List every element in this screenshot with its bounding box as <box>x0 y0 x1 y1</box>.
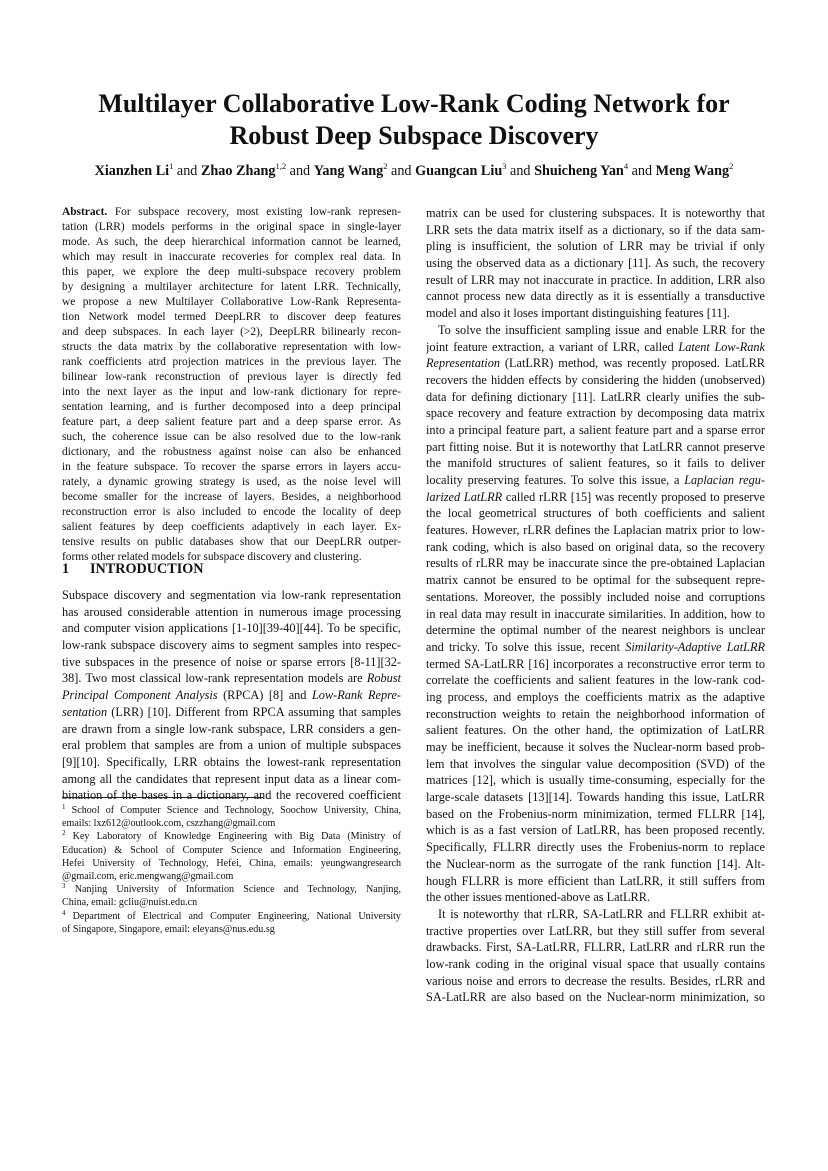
abstract-line: tion Network model termed DeepLRR to discover deep features <box>62 311 401 323</box>
abstract <box>62 205 401 565</box>
intro-line: Principal Component Analysis (RPCA) [8] and Low-Rank Repre- <box>62 688 401 703</box>
abstract-line: forms other related models for subspace discovery and clustering. <box>62 551 362 563</box>
right-column-line: using the observed data as a dictionary [11]. As such, the recovery <box>426 256 765 271</box>
right-column-line: may be inefficient, because it solves the Nuclear-norm based prob- <box>426 740 765 754</box>
right-column-line: drawbacks. First, SA-LatLRR, FLLRR, LatLRR and rLRR run the <box>426 940 765 955</box>
abstract-line: feature part, a deep salient feature part and a deep sparse error. As <box>62 416 401 428</box>
footnote-line: $^4$ Department of Electrical and Computer Engineering, National University <box>62 909 401 922</box>
author-name: Yang Wang <box>313 163 384 179</box>
right-column-line: termed SA-LatLRR [16] incorporates a reconstructive error term to <box>426 656 765 671</box>
right-column-line: various noise and errors to decrease the results. Besides, rLRR and <box>426 973 765 988</box>
right-column-line: pling is insufficient, the solution of LRR may be trivial if only <box>426 239 765 254</box>
right-column-line: matrices [12], which is usually time-consuming, especially for the <box>426 773 765 788</box>
footnote-mark: 2 <box>62 830 66 838</box>
abstract-line: such, the coherence issue can be also resolved due to the low-rank <box>62 431 401 443</box>
emphasis: sentation <box>62 704 108 719</box>
footnote-line: $^1$ School of Computer Science and Technology, Soochow University, China, <box>62 804 401 816</box>
author-name: Meng Wang <box>655 163 730 179</box>
footnote-mark: 4 <box>62 909 66 917</box>
author-affiliation-mark: 1,2 <box>275 161 287 171</box>
intro-line: 38]. Two most classical low-rank representation models are Robust <box>62 671 401 686</box>
right-column-line: into a principal feature part, a salient feature part and a sparse error <box>426 422 765 437</box>
right-column-line: To solve the insufficient sampling issue and enable LRR for the <box>438 322 765 337</box>
emphasis: Principal Component Analysis <box>62 688 218 703</box>
abstract-line: bilinear low-rank reconstruction of previous layer is directly fed <box>62 371 401 383</box>
abstract-line: rank coefficients atrd projection matrices in the previous layer. The <box>62 356 401 368</box>
intro-line: sentation (LRR) [10]. Different from RPCA assuming that samples <box>62 704 401 719</box>
right-column-line: large-scale datasets [13][14]. Towards handing this issue, LatLRR <box>426 790 765 805</box>
right-column-line: the other issues mentioned-above as LatLRR. <box>426 890 651 905</box>
right-column-text <box>426 205 765 1006</box>
right-column-line: which is as a fast version of LatLRR, has been proposed recently. <box>426 823 765 838</box>
abstract-line: tation (LRR) models performs in the original space in single-layer <box>62 221 401 233</box>
author-affiliation-mark: 2 <box>383 161 388 171</box>
intro-line: [9][10]. Specifically, LRR obtains the lowest-rank representation <box>62 754 401 769</box>
right-column-line: the manifold structures of salient features, so it fails to deliver <box>426 456 765 471</box>
author-name: Guangcan Liu <box>415 163 503 179</box>
intro-line: and computer vision applications [1-10][39-40][44]. To be specific, <box>62 621 401 636</box>
footnote-line: Education) & School of Computer Science and Information Engineering, <box>62 844 401 856</box>
right-column-line: in real data may result in inaccurate similarities. In addition, how to <box>426 606 765 621</box>
right-column-line: hough FLLRR is more efficient than LatLRR, it still suffers from <box>426 873 765 888</box>
right-column-line: correlate the coefficients and salient features in the low-rank cod- <box>426 673 765 688</box>
right-column-line: and tricky. To solve this issue, recent Similarity-Adaptive LatLRR <box>426 639 765 654</box>
emphasis: Latent Low-Rank <box>678 339 765 354</box>
abstract-line: in the feature subspace. To recover the sparse errors in layers accu- <box>62 461 401 473</box>
introduction-text <box>62 587 401 804</box>
right-column-line: sentations. Moreover, the possibly included noise and corruptions <box>426 589 765 604</box>
abstract-line: reconstruction error is also included to encode the locality of deep <box>62 506 401 518</box>
footnote-mark: 3 <box>62 883 66 891</box>
footnote-line: Hefei University of Technology, Hefei, China, emails: yeungwangresearch <box>62 857 401 869</box>
footnotes <box>62 804 401 936</box>
abstract-line: mode. As such, the deep hierarchical information cannot be learned, <box>62 236 401 248</box>
right-column-line: the Nuclear-norm as the surrogate of the rank function [14]. Alt- <box>426 856 765 871</box>
section-title: INTRODUCTION <box>90 561 204 577</box>
author-name: Zhao Zhang <box>200 163 276 179</box>
right-column-line: recovers the hidden effects by considering the hidden (unobserved) <box>426 372 765 387</box>
right-column-line: tractive properties over LatLRR, but they still suffer from several <box>426 923 765 938</box>
abstract-line: by designing a multilayer architecture for latent LRR. Technically, <box>62 281 401 293</box>
emphasis: Representation <box>426 356 500 371</box>
footnote-mark: 1 <box>62 804 66 811</box>
footnote-line: $^3$ Nanjing University of Information Science and Technology, Nanjing, <box>62 883 401 896</box>
section-heading <box>62 561 204 578</box>
right-column-line: result of LRR may not inaccurate in practice. In addition, LRR also <box>426 272 765 287</box>
right-column-line: results of rLRR may be inaccurate since the pre-obtained Laplacian <box>426 556 765 571</box>
footnote-divider <box>62 797 263 798</box>
abstract-line: tensive results on public databases show that our DeepLRR outper- <box>62 536 401 548</box>
abstract-line: and deep subspaces. In each layer (>2), DeepLRR bilinearly recon- <box>62 326 401 338</box>
right-column-line: LRR sets the data matrix itself as a dictionary, so if the data sam- <box>426 222 765 237</box>
abstract-line: sentation learning, and is further decomposed into a deep principal <box>62 401 401 413</box>
right-column-line: It is noteworthy that rLRR, SA-LatLRR and FLLRR exhibit at- <box>438 906 765 921</box>
right-column-line: model and also it loses important distinguishing features [11]. <box>426 306 730 321</box>
abstract-line: Abstract. For subspace recovery, most existing low-rank represen- <box>62 206 401 218</box>
abstract-line: rately, a dynamic growing strategy is used, as the noise level will <box>62 476 401 488</box>
footnote-line: of Singapore, Singapore, email: eleyans@nus.edu.sg <box>62 923 275 935</box>
author-name: Xianzhen Li <box>94 163 170 179</box>
right-column-line: ing process, and employs the coefficients matrix as the adaptive <box>426 689 765 704</box>
right-column-line: salient features. On the other hand, the optimization of LatLRR <box>426 723 765 738</box>
abstract-line: which may result in inaccurate recoveries for complex real data. In <box>62 251 401 263</box>
right-column-line: data for defining dictionary [11]. LatLRR clearly unifies the sub- <box>426 389 765 404</box>
right-column-line: matrix can be used for clustering subspaces. It is noteworthy that <box>426 206 765 220</box>
intro-line: bination of the bases in a dictionary, and the recovered coefficient <box>62 788 401 803</box>
abstract-line: into the next layer as the input and low-rank dictionary for repre- <box>62 386 401 398</box>
right-column-line: space recovery and feature extraction by decomposing data matrix <box>426 406 765 421</box>
right-column-line: lem that involves the singular value decomposition (SVD) of the <box>426 756 765 771</box>
right-column-line: matrix cannot be ensured to be optimal for the subsequent repre- <box>426 573 765 588</box>
abstract-line: structs the data matrix by the collaborative representation with low- <box>62 341 401 353</box>
title-line-1: Multilayer Collaborative Low-Rank Coding Network for <box>98 89 730 118</box>
right-column-line: rank coding, which is also based on original data, so the recovery <box>426 539 765 554</box>
right-column-line: features. However, rLRR defines the Laplacian matrix prior to low- <box>426 523 765 538</box>
author-list: Xianzhen Li$^1$ and Zhao Zhang$^{1,2}$ and Yang Wang$^2$ and Guangcan Liu$^3$ and Shuicheng Yan$^4$ and Meng Wang$^2$ <box>94 161 734 179</box>
right-column-line: larized LatLRR called rLRR [15] was recently proposed to preserve <box>426 489 765 504</box>
abstract-line: salient features by deep coefficients adaptively in each layer. Ex- <box>62 521 401 533</box>
right-column-line: determine the optimal number of the nearest neighbors is unclear <box>426 623 765 638</box>
paper-title <box>0 88 828 152</box>
right-column-line: SA-LatLRR are also based on the Nuclear-norm minimization, so <box>426 990 765 1005</box>
footnote-line: emails: lxz612@outlook.com, cszzhang@gmail.com <box>62 818 276 830</box>
right-column-line: Representation (LatLRR) method, was recently proposed. LatLRR <box>426 356 765 371</box>
title-line-2: Robust Deep Subspace Discovery <box>229 121 599 150</box>
emphasis: Low-Rank Repre- <box>311 688 401 703</box>
emphasis: Similarity-Adaptive LatLRR <box>625 639 765 654</box>
right-column-line: the local geometrical structures of both coefficients and salient <box>426 506 765 521</box>
author-affiliation-mark: 1 <box>169 161 174 171</box>
abstract-label: Abstract. <box>62 206 108 218</box>
intro-line: among all the candidates that represent input data as a linear com- <box>62 771 401 786</box>
right-column-line: locality preserving features. To solve this issue, a Laplacian regu- <box>426 473 765 487</box>
intro-line: low-rank subspace discovery aims to segment samples into respec- <box>62 638 401 653</box>
right-column-line: reconstruction weights to retain the neighborhood information of <box>426 706 765 721</box>
right-column-line: low-rank coding in the original visual space that usually contains <box>426 956 765 971</box>
intro-line: Subspace discovery and segmentation via low-rank representation <box>62 588 401 602</box>
author-affiliation-mark: 4 <box>623 161 629 171</box>
intro-line: has aroused considerable attention in numerous image processing <box>62 604 401 619</box>
footnote-line: China, email: gcliu@nuist.edu.cn <box>62 897 198 909</box>
emphasis: Laplacian regu- <box>684 473 765 487</box>
right-column-line: part fitting noise. But it is noteworthy that LatLRR cannot preserve <box>426 439 765 454</box>
footnote-line: $^2$ Key Laboratory of Knowledge Engineering with Big Data (Ministry of <box>62 830 401 843</box>
author-affiliation-mark: 2 <box>729 161 734 171</box>
intro-line: tive subspaces in the presence of noise or sparse errors [8-11][32- <box>62 654 401 669</box>
author-affiliation-mark: 3 <box>502 161 507 171</box>
emphasis: Robust <box>366 671 401 686</box>
author-name: Shuicheng Yan <box>534 163 624 179</box>
intro-line: are drawn from a single low-rank subspace, LRR considers a gen- <box>62 721 401 736</box>
emphasis: larized LatLRR <box>426 489 503 504</box>
abstract-line: we propose a new Multilayer Collaborative Low-Rank Representa- <box>62 296 401 308</box>
abstract-line: this paper, we explore the deep multi-subspace recovery problem <box>62 266 401 278</box>
intro-line: eral problem that samples are from a union of multiple subspaces <box>62 738 401 753</box>
right-column-line: based on the Frobenius-norm minimization, termed FLLRR [14], <box>426 806 765 821</box>
right-column-line: Specifically, FLLRR directly uses the Frobenius-norm to replace <box>426 840 765 855</box>
right-column-line: joint feature extraction, a variant of LRR, called Latent Low-Rank <box>426 339 765 354</box>
right-column-line: cannot process new data directly as it is essentially a transductive <box>426 289 765 304</box>
abstract-line: dictionary, and the robustness against noise can also be enhanced <box>62 446 401 458</box>
footnote-line: @gmail.com, eric.mengwang@gmail.com <box>62 870 234 882</box>
abstract-line: become smaller for the increase of layers. Besides, a neighborhood <box>62 491 401 503</box>
section-number: 1 <box>62 561 70 577</box>
